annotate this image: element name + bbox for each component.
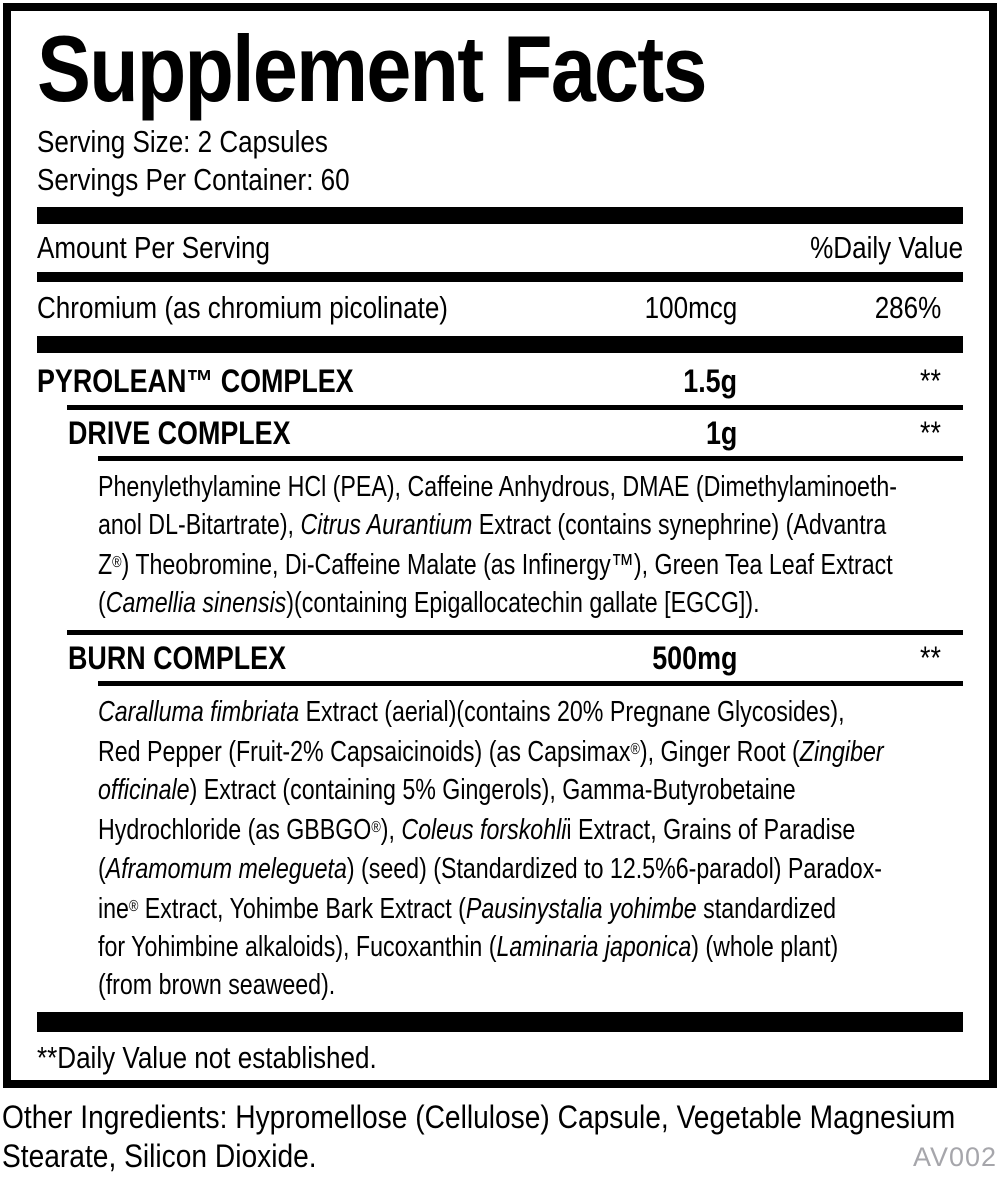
complex-daily-value: **: [920, 415, 941, 451]
panel-title-text: Supplement Facts: [37, 16, 706, 121]
ingredient-daily-value: 286%: [874, 290, 941, 325]
other-ingredients: [2, 1098, 1000, 1176]
amount-per-serving-header: Amount Per Serving: [37, 230, 271, 265]
serving-size-line: Serving Size: 2 Capsules: [37, 124, 328, 159]
separator-rule: [67, 405, 963, 410]
table-row: [37, 415, 963, 451]
drive-complex-ingredients: [37, 468, 963, 622]
text-line: for Yohimbine alkaloids), Fucoxanthin (Laminaria japonica) (whole plant): [98, 930, 839, 963]
text-line: Stearate, Silicon Dioxide.: [2, 1138, 317, 1174]
ingredient-name: Chromium (as chromium picolinate): [37, 290, 448, 325]
burn-complex-ingredients: [37, 693, 963, 1004]
separator-bar-thick: [37, 336, 963, 353]
text-line: Z®) Theobromine, Di-Caffeine Malate (as Infinergy™), Green Tea Leaf Extract: [98, 549, 893, 582]
daily-value-footnote: **Daily Value not established.: [37, 1039, 377, 1075]
text-line: Caralluma fimbriata Extract (aerial)(contains 20% Pregnane Glycosides),: [98, 696, 845, 729]
supplement-facts-panel: [3, 3, 997, 1088]
table-row: [37, 290, 963, 326]
text-line: Red Pepper (Fruit-2% Capsaicinoids) (as Capsimax®), Ginger Root (Zingiber: [98, 736, 884, 769]
separator-rule: [98, 456, 963, 461]
complex-amount: 500mg: [651, 640, 737, 677]
text-line: Hydrochloride (as GBBGO®), Coleus forskohlii Extract, Grains of Paradise: [98, 814, 856, 847]
complex-amount: 1g: [705, 415, 737, 451]
text-line: anol DL-Bitartrate), Citrus Aurantium Extract (contains synephrine) (Advantra: [98, 509, 887, 541]
complex-amount: 1.5g: [683, 363, 737, 399]
separator-bar-medium: [37, 272, 963, 282]
product-code: AV002: [912, 1142, 997, 1172]
complex-name: PYROLEAN™ COMPLEX: [37, 363, 354, 399]
text-line: ine® Extract, Yohimbe Bark Extract (Pausinystalia yohimbe standardized: [98, 892, 837, 925]
servings-per-container-line: Servings Per Container: 60: [37, 162, 350, 197]
text-line: (Camellia sinensis)(containing Epigallocatechin gallate [EGCG]).: [98, 587, 760, 620]
separator-bar-thick: [37, 1012, 963, 1032]
separator-rule: [67, 630, 963, 635]
text-line: (Aframomum melegueta) (seed) (Standardized to 12.5%6-paradol) Paradox-: [98, 852, 883, 885]
column-header-row: [37, 230, 963, 266]
panel-title: [37, 11, 963, 121]
other-ingredients-text: [2, 1098, 1000, 1176]
table-row: [37, 363, 963, 399]
text-line: (from brown seaweed).: [98, 968, 336, 1001]
complex-name: DRIVE COMPLEX: [68, 415, 291, 451]
separator-bar-thick: [37, 207, 963, 224]
complex-daily-value: **: [920, 640, 941, 677]
text-line: Other Ingredients: Hypromellose (Cellulose) Capsule, Vegetable Magnesium: [2, 1099, 956, 1135]
ingredient-amount: 100mcg: [644, 290, 737, 325]
serving-info: [37, 123, 963, 199]
daily-value-header: %Daily Value: [810, 230, 963, 265]
separator-rule: [98, 681, 963, 686]
table-row: [37, 640, 963, 676]
text-line: officinale) Extract (containing 5% Gingerols), Gamma-Butyrobetaine: [98, 774, 796, 807]
complex-daily-value: **: [920, 363, 941, 399]
text-line: Phenylethylamine HCl (PEA), Caffeine Anhydrous, DMAE (Dimethylaminoeth-: [98, 471, 898, 503]
complex-name: BURN COMPLEX: [68, 640, 287, 677]
